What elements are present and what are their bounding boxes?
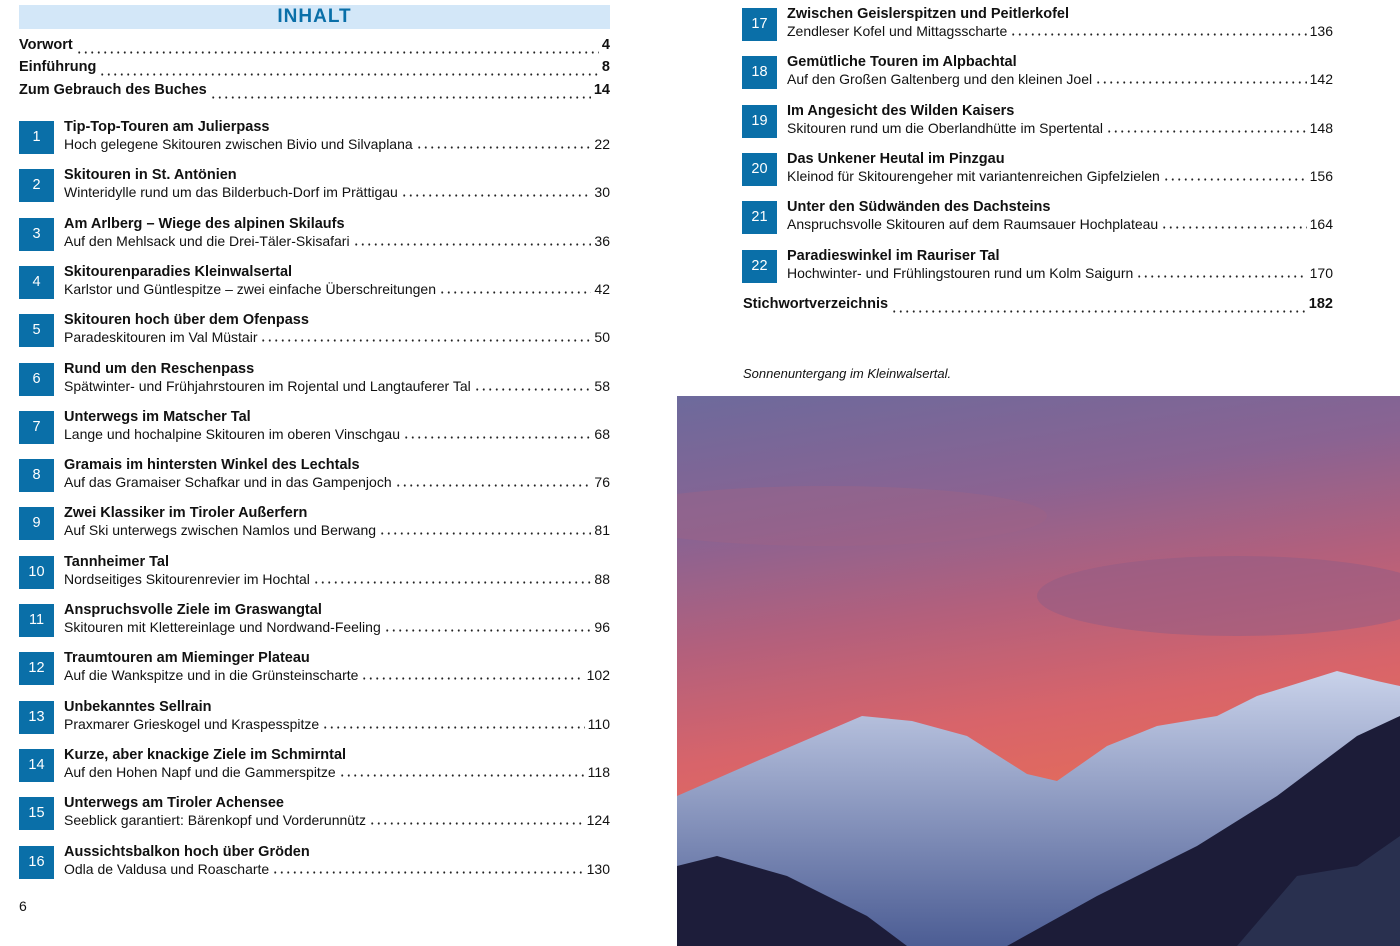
tour-page: 110 [587, 715, 610, 732]
toc-heading: INHALT [19, 5, 610, 29]
tour-subtitle: Kleinod für Skitourengeher mit variantenreichen Gipfelzielen [787, 167, 1160, 184]
tour-page: 118 [587, 763, 610, 780]
tour-title: Aussichtsbalkon hoch über Gröden [64, 843, 310, 860]
tour-number-badge: 21 [742, 201, 777, 234]
toc-entry[interactable] [19, 505, 610, 545]
tour-number-badge: 6 [19, 363, 54, 396]
tour-subtitle: Auf die Wankspitze und in die Grünsteinscharte [64, 667, 359, 684]
tour-page: 130 [586, 860, 610, 877]
tour-title: Das Unkener Heutal im Pinzgau [787, 150, 1005, 167]
tour-title: Rund um den Reschenpass [64, 360, 255, 377]
dot-leader [439, 291, 591, 294]
tour-page: 124 [586, 812, 610, 829]
tour-number-badge: 20 [742, 153, 777, 186]
tour-subtitle: Hoch gelegene Skitouren zwischen Bivio und Silvaplana [64, 136, 413, 152]
tour-subtitle: Auf den Großen Galtenberg und den kleinen Joel [787, 71, 1093, 88]
dot-leader [891, 310, 1306, 313]
sunset-mountain-photo [677, 396, 1400, 946]
toc-entry[interactable] [742, 54, 1333, 94]
tour-number-badge: 7 [19, 411, 54, 444]
dot-leader [1106, 130, 1307, 133]
entry-page: 182 [1308, 296, 1333, 312]
dot-leader [353, 243, 592, 246]
dot-leader [1163, 178, 1307, 181]
toc-entry[interactable] [19, 167, 610, 207]
tour-title: Gramais im hintersten Winkel des Lechtals [64, 457, 360, 474]
tour-page: 88 [594, 570, 610, 587]
dot-leader [272, 871, 583, 874]
tour-subtitle: Anspruchsvolle Skitouren auf dem Raumsauer Hochplateau [787, 216, 1159, 233]
tour-page: 68 [594, 425, 610, 442]
tour-title: Unbekanntes Sellrain [64, 698, 212, 715]
tour-title: Unter den Südwänden des Dachsteins [787, 199, 1051, 216]
dot-leader [395, 484, 592, 487]
tour-subtitle: Spätwinter- und Frühjahrstouren im Rojental und Langtauferer Tal [64, 377, 471, 394]
dot-leader [339, 774, 585, 777]
tour-page: 148 [1309, 119, 1333, 136]
toc-entry[interactable] [19, 312, 610, 352]
tour-subtitle: Auf Ski unterwegs zwischen Namlos und Berwang [64, 522, 377, 539]
tour-page: 164 [1309, 216, 1333, 233]
tour-subtitle: Paradeskitouren im Val Müstair [64, 329, 258, 346]
toc-entry[interactable] [742, 6, 1333, 46]
tour-number-badge: 9 [19, 507, 54, 540]
tour-subtitle: Winteridylle rund um das Bilderbuch-Dorf im Prättigau [64, 184, 398, 201]
tour-title: Anspruchsvolle Ziele im Graswangtal [64, 602, 322, 618]
tour-number-badge: 17 [742, 8, 777, 41]
tour-title: Skitourenparadies Kleinwalsertal [64, 263, 293, 280]
tour-title: Skitouren in St. Antönien [64, 167, 237, 184]
tour-title: Am Arlberg – Wiege des alpinen Skilaufs [64, 215, 345, 232]
tour-number-badge: 16 [19, 846, 54, 879]
tour-number-badge: 4 [19, 266, 54, 299]
dot-leader [1010, 33, 1306, 36]
toc-entry[interactable] [19, 409, 610, 449]
tour-page: 136 [1309, 23, 1333, 39]
toc-entry[interactable] [742, 151, 1333, 191]
tour-page: 142 [1309, 71, 1333, 88]
tour-page: 50 [594, 329, 610, 346]
dot-leader [76, 51, 599, 54]
tour-number-badge: 12 [19, 652, 54, 685]
toc-entry[interactable] [19, 650, 610, 690]
dot-leader [384, 629, 592, 632]
toc-entry[interactable] [19, 216, 610, 256]
tour-number-badge: 3 [19, 218, 54, 251]
toc-entry[interactable] [19, 699, 610, 739]
tour-title: Unterwegs im Matscher Tal [64, 408, 251, 425]
dot-leader [379, 532, 591, 535]
tour-title: Zwei Klassiker im Tiroler Außerfern [64, 505, 308, 522]
entry-page: 8 [601, 59, 610, 75]
toc-entry[interactable] [19, 554, 610, 594]
tour-subtitle: Hochwinter- und Frühlingstouren rund um Kolm Saigurn [787, 264, 1134, 281]
toc-entry[interactable] [19, 844, 610, 884]
tour-title: Skitouren hoch über dem Ofenpass [64, 312, 309, 329]
tour-page: 36 [594, 232, 610, 249]
tour-subtitle: Auf das Gramaiser Schafkar und in das Gampenjoch [64, 474, 392, 491]
tour-page: 81 [594, 522, 610, 539]
tour-subtitle: Lange und hochalpine Skitouren im oberen Vinschgau [64, 425, 400, 442]
toc-entry[interactable] [19, 457, 610, 497]
tour-page: 76 [594, 474, 610, 491]
dot-leader [1136, 275, 1306, 278]
entry-label: Zum Gebrauch des Buches [19, 82, 207, 98]
dot-leader [361, 677, 583, 680]
tour-page: 58 [594, 377, 610, 394]
toc-entry[interactable] [742, 103, 1333, 143]
dot-leader [474, 388, 592, 391]
tour-title: Paradieswinkel im Rauriser Tal [787, 247, 1000, 264]
dot-leader [313, 581, 592, 584]
entry-label: Vorwort [19, 37, 73, 53]
tour-subtitle: Auf den Mehlsack und die Drei-Täler-Skisafari [64, 232, 350, 249]
toc-entry[interactable] [742, 248, 1333, 288]
toc-entry[interactable] [19, 264, 610, 304]
dot-leader [260, 339, 591, 342]
entry-page: 4 [601, 37, 610, 53]
dot-leader [369, 822, 584, 825]
entry-label: Stichwortverzeichnis [743, 296, 889, 312]
entry-page: 14 [593, 82, 610, 98]
tour-title: Traumtouren am Mieminger Plateau [64, 650, 310, 667]
tour-title: Tip-Top-Touren am Julierpass [64, 119, 270, 135]
tour-subtitle: Odla de Valdusa und Roascharte [64, 860, 270, 877]
dot-leader [99, 73, 599, 76]
tour-page: 30 [594, 184, 610, 201]
tour-title: Zwischen Geislerspitzen und Peitlerkofel [787, 6, 1070, 22]
tour-number-badge: 10 [19, 556, 54, 589]
tour-page: 42 [594, 280, 610, 297]
dot-leader [1161, 226, 1306, 229]
dot-leader [403, 436, 591, 439]
tour-subtitle: Karlstor und Güntlespitze – zwei einfache Überschreitungen [64, 280, 436, 297]
tour-number-badge: 11 [19, 604, 54, 637]
dot-leader [1095, 81, 1307, 84]
tour-number-badge: 1 [19, 121, 54, 154]
tour-title: Unterwegs am Tiroler Achensee [64, 795, 284, 812]
tour-number-badge: 15 [19, 797, 54, 830]
tour-subtitle: Zendleser Kofel und Mittagsscharte [787, 23, 1008, 39]
tour-number-badge: 2 [19, 169, 54, 202]
tour-number-badge: 8 [19, 459, 54, 492]
tour-subtitle: Skitouren mit Klettereinlage und Nordwand-Feeling [64, 619, 381, 635]
tour-title: Kurze, aber knackige Ziele im Schmirntal [64, 746, 347, 763]
dot-leader [322, 726, 584, 729]
tour-subtitle: Nordseitiges Skitourenrevier im Hochtal [64, 570, 310, 587]
tour-subtitle: Skitouren rund um die Oberlandhütte im Spertental [787, 119, 1103, 136]
tour-number-badge: 22 [742, 250, 777, 283]
tour-title: Tannheimer Tal [64, 553, 170, 570]
page-number: 6 [19, 898, 27, 914]
tour-number-badge: 19 [742, 105, 777, 138]
toc-entry[interactable] [19, 747, 610, 787]
tour-number-badge: 18 [742, 56, 777, 89]
toc-entry[interactable] [19, 119, 610, 159]
tour-title: Gemütliche Touren im Alpbachtal [787, 54, 1017, 71]
tour-subtitle: Seeblick garantiert: Bärenkopf und Vorderunnütz [64, 812, 366, 829]
toc-entry[interactable] [19, 602, 610, 642]
toc-front-einfuehrung[interactable] [19, 59, 610, 81]
tour-number-badge: 13 [19, 701, 54, 734]
tour-page: 102 [586, 667, 610, 684]
toc-entry[interactable] [742, 199, 1333, 239]
tour-page: 156 [1309, 167, 1333, 184]
toc-index[interactable] [743, 296, 1333, 318]
tour-title: Im Angesicht des Wilden Kaisers [787, 102, 1015, 119]
tour-number-badge: 14 [19, 749, 54, 782]
photo-caption: Sonnenuntergang im Kleinwalsertal. [743, 366, 952, 381]
toc-entry[interactable] [19, 795, 610, 835]
tour-page: 170 [1309, 264, 1333, 281]
entry-label: Einführung [19, 59, 97, 75]
toc-entry[interactable] [19, 361, 610, 401]
dot-leader [401, 194, 592, 197]
toc-front-gebrauch[interactable] [19, 82, 610, 104]
tour-page: 22 [594, 136, 610, 152]
tour-subtitle: Praxmarer Grieskogel und Kraspesspitze [64, 715, 320, 732]
tour-number-badge: 5 [19, 314, 54, 347]
dot-leader [210, 96, 591, 99]
dot-leader [416, 146, 592, 149]
tour-subtitle: Auf den Hohen Napf und die Gammerspitze [64, 763, 336, 780]
tour-page: 96 [594, 619, 610, 635]
toc-front-vorwort[interactable] [19, 37, 610, 59]
